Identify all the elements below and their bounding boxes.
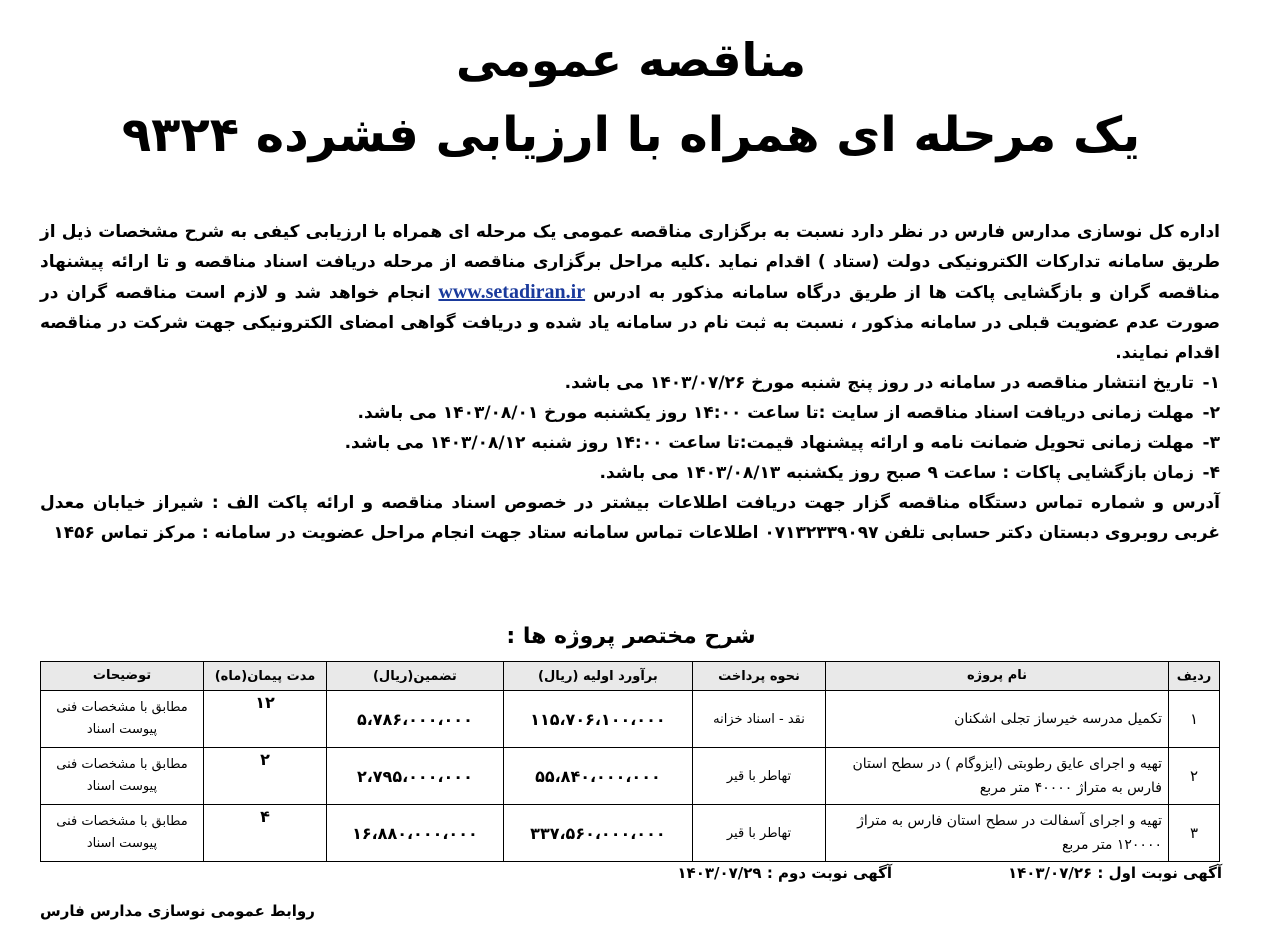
cell-estimate: ۱۱۵،۷۰۶،۱۰۰،۰۰۰ bbox=[503, 691, 692, 748]
intro-paragraph bbox=[40, 217, 1220, 368]
cell-project-name: تکمیل مدرسه خیرساز تجلی اشکنان bbox=[826, 691, 1169, 748]
cell-row-number: ۳ bbox=[1169, 805, 1220, 862]
list-item-number: ۴- bbox=[1202, 463, 1220, 483]
list-item bbox=[40, 368, 1220, 398]
header-row-number: ردیف bbox=[1169, 662, 1220, 691]
setadiran-link[interactable]: www.setadiran.ir bbox=[438, 281, 586, 303]
cell-notes: مطابق با مشخصات فنی پیوست اسناد bbox=[41, 691, 204, 748]
intro-text-part2: انجام خواهد شد و لازم است مناقصه گران در صورت عدم عضویت قبلی در سامانه مذکور ، نسبت به ثبت نام در سامانه یاد شده و دریافت گواهی امضای الکترونیکی جهت شرکت در مناقصه اقدام نمایند. bbox=[40, 283, 1220, 363]
cell-project-name: تهیه و اجرای عایق رطوبتی (ایزوگام ) در سطح استان فارس به متراژ ۴۰۰۰۰ متر مربع bbox=[826, 748, 1169, 805]
cell-estimate: ۳۳۷،۵۶۰،۰۰۰،۰۰۰ bbox=[503, 805, 692, 862]
cell-guarantee: ۲،۷۹۵،۰۰۰،۰۰۰ bbox=[327, 748, 504, 805]
second-notice-date: آگهی نوبت دوم : ۱۴۰۳/۰۷/۲۹ bbox=[677, 864, 892, 882]
projects-section-title: شرح مختصر پروژه ها : bbox=[506, 624, 756, 649]
header-notes: توضیحات bbox=[41, 662, 204, 691]
cell-duration: ۴ bbox=[204, 805, 327, 862]
table-header-row bbox=[41, 662, 1220, 691]
list-item-number: ۲- bbox=[1202, 403, 1220, 423]
header-payment: نحوه پرداخت bbox=[693, 662, 826, 691]
notice-title: مناقصه عمومی bbox=[455, 33, 806, 87]
projects-table bbox=[40, 661, 1220, 862]
list-item-number: ۳- bbox=[1202, 433, 1220, 453]
cell-row-number: ۱ bbox=[1169, 691, 1220, 748]
list-item-text: زمان بازگشایی پاکات : ساعت ۹ صبح روز یکشنبه ۱۴۰۳/۰۸/۱۳ می باشد. bbox=[599, 463, 1194, 483]
header-estimate: برآورد اولیه (ریال) bbox=[503, 662, 692, 691]
list-item-text: تاریخ انتشار مناقصه در سامانه در روز پنج شنبه مورخ ۱۴۰۳/۰۷/۲۶ می باشد. bbox=[564, 373, 1194, 393]
contact-paragraph: آدرس و شماره تماس دستگاه مناقصه گزار جهت دریافت اطلاعات بیشتر در خصوص اسناد مناقصه و ارائه پاکت الف : شیراز خیابان معدل غربی روبروی دبستان دکتر حسابی تلفن ۰۷۱۳۲۳۳۹۰۹۷ اطلاعات تماس سامانه ستاد جهت انجام مراحل عضویت در سامانه : مرکز تماس ۱۴۵۶ bbox=[40, 493, 1220, 543]
public-relations-signature: روابط عمومی نوسازی مدارس فارس bbox=[40, 902, 315, 920]
notice-dates bbox=[42, 864, 1222, 890]
cell-estimate: ۵۵،۸۴۰،۰۰۰،۰۰۰ bbox=[503, 748, 692, 805]
cell-project-name: تهیه و اجرای آسفالت در سطح استان فارس به متراژ ۱۲۰۰۰۰ متر مربع bbox=[826, 805, 1169, 862]
list-item-text: مهلت زمانی دریافت اسناد مناقصه از سایت :تا ساعت ۱۴:۰۰ روز یکشنبه مورخ ۱۴۰۳/۰۸/۰۱ می باشد. bbox=[357, 403, 1194, 423]
list-item bbox=[40, 428, 1220, 458]
table-row bbox=[41, 691, 1220, 748]
cell-payment: نقد - اسناد خزانه bbox=[693, 691, 826, 748]
schedule-list bbox=[40, 368, 1220, 488]
first-notice-date: آگهی نوبت اول : ۱۴۰۳/۰۷/۲۶ bbox=[1007, 864, 1222, 882]
list-item-number: ۱- bbox=[1202, 373, 1220, 393]
cell-guarantee: ۵،۷۸۶،۰۰۰،۰۰۰ bbox=[327, 691, 504, 748]
cell-guarantee: ۱۶،۸۸۰،۰۰۰،۰۰۰ bbox=[327, 805, 504, 862]
notice-body bbox=[40, 217, 1220, 548]
table-row bbox=[41, 748, 1220, 805]
header-duration: مدت پیمان(ماه) bbox=[204, 662, 327, 691]
cell-row-number: ۲ bbox=[1169, 748, 1220, 805]
list-item-text: مهلت زمانی تحویل ضمانت نامه و ارائه پیشنهاد قیمت:تا ساعت ۱۴:۰۰ روز شنبه ۱۴۰۳/۰۸/۱۲ می باشد. bbox=[344, 433, 1194, 453]
header-project-name: نام پروژه bbox=[826, 662, 1169, 691]
notice-subtitle: یک مرحله ای همراه با ارزیابی فشرده ۹۳۲۴ bbox=[121, 107, 1141, 163]
header-guarantee: تضمین(ریال) bbox=[327, 662, 504, 691]
cell-duration: ۱۲ bbox=[204, 691, 327, 748]
list-item bbox=[40, 458, 1220, 488]
cell-duration: ۲ bbox=[204, 748, 327, 805]
table-row bbox=[41, 805, 1220, 862]
intro-text-part1: اداره کل نوسازی مدارس فارس در نظر دارد نسبت به برگزاری مناقصه عمومی یک مرحله ای همراه با ارزیابی کیفی به شرح مشخصات ذیل از طریق سامانه تدارکات الکترونیکی دولت (ستاد ) اقدام نماید .کلیه مراحل برگزاری مناقصه از مرحله دریافت اسناد مناقصه و تا ارائه پیشنهاد مناقصه گران و بازگشایی پاکت ها از طریق درگاه سامانه مذکور به ادرس bbox=[40, 222, 1220, 303]
list-item bbox=[40, 398, 1220, 428]
cell-notes: مطابق با مشخصات فنی پیوست اسناد bbox=[41, 748, 204, 805]
cell-payment: تهاطر با قیر bbox=[693, 805, 826, 862]
cell-notes: مطابق با مشخصات فنی پیوست اسناد bbox=[41, 805, 204, 862]
cell-payment: تهاطر با قیر bbox=[693, 748, 826, 805]
